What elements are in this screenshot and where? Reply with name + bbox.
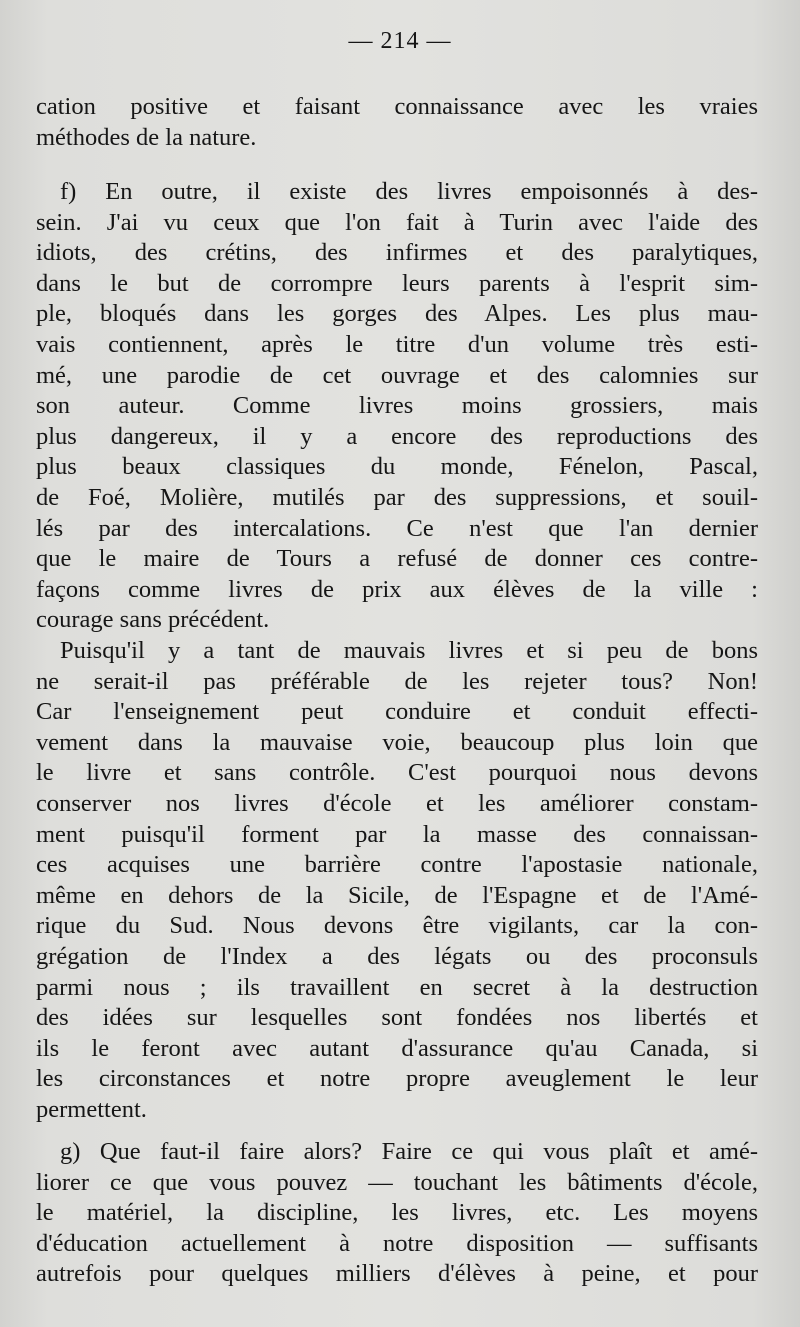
text-line: permettent. — [36, 1095, 147, 1123]
text-line: plus dangereux, il y a encore des reproductions des — [36, 422, 758, 450]
text-line: dans le but de corrompre leurs parents à l'esprit sim- — [36, 269, 758, 297]
text-line: vais contiennent, après le titre d'un volume très esti- — [36, 330, 758, 358]
text-line: parmi nous ; ils travaillent en secret à la destruction — [36, 973, 758, 1001]
text-line: cation positive et faisant connaissance avec les vraies — [36, 93, 758, 120]
text-line: les circonstances et notre propre aveuglement le leur — [36, 1065, 758, 1093]
text-line: d'éducation actuellement à notre disposition — suffisants — [36, 1229, 758, 1257]
text-line: de Foé, Molière, mutilés par des suppressions, et souil- — [36, 483, 758, 511]
text-line: Car l'enseignement peut conduire et conduit effecti- — [36, 698, 758, 726]
text-line: ne serait-il pas préférable de les rejeter tous? Non! — [36, 667, 758, 695]
text-line: plus beaux classiques du monde, Fénelon, Pascal, — [36, 453, 758, 481]
text-line: vement dans la mauvaise voie, beaucoup plus loin que — [36, 728, 758, 756]
text-line: sein. J'ai vu ceux que l'on fait à Turin avec l'aide des — [36, 208, 758, 236]
text-line: conserver nos livres d'école et les améliorer constam- — [36, 789, 758, 817]
text-line: Puisqu'il y a tant de mauvais livres et si peu de bons — [60, 637, 758, 664]
paragraph-2 — [36, 177, 758, 636]
text-line: façons comme livres de prix aux élèves de la ville : — [36, 575, 758, 603]
text-line: méthodes de la nature. — [36, 123, 257, 151]
text-line: mé, une parodie de cet ouvrage et des calomnies sur — [36, 361, 758, 389]
text-line: ces acquises une barrière contre l'apostasie nationale, — [36, 851, 758, 879]
text-line: ils le feront avec autant d'assurance qu'au Canada, si — [36, 1034, 758, 1062]
paragraph-3 — [36, 636, 758, 1126]
text-line: ple, bloqués dans les gorges des Alpes. Les plus mau- — [36, 300, 758, 328]
text-line: que le maire de Tours a refusé de donner ces contre- — [36, 545, 758, 573]
text-line: rique du Sud. Nous devons être vigilants, car la con- — [36, 912, 758, 940]
text-line: ment puisqu'il forment par la masse des connaissan- — [36, 820, 758, 848]
text-line: liorer ce que vous pouvez — touchant les bâtiments d'école, — [36, 1168, 758, 1196]
text-line: le livre et sans contrôle. C'est pourquoi nous devons — [36, 759, 758, 787]
paragraph-4 — [36, 1137, 758, 1290]
text-line: courage sans précédent. — [36, 606, 270, 634]
text-line: idiots, des crétins, des infirmes et des paralytiques, — [36, 239, 758, 267]
text-line: même en dehors de la Sicile, de l'Espagne et de l'Amé- — [36, 881, 758, 909]
text-line: f) En outre, il existe des livres empoisonnés à des- — [60, 178, 758, 205]
page-number-header: — 214 — — [348, 28, 452, 54]
paragraph-1 — [36, 92, 758, 153]
text-line: des idées sur lesquelles sont fondées nos libertés et — [36, 1004, 758, 1032]
text-line: le matériel, la discipline, les livres, etc. Les moyens — [36, 1199, 758, 1227]
text-line: lés par des intercalations. Ce n'est que l'an dernier — [36, 514, 758, 542]
text-line: son auteur. Comme livres moins grossiers, mais — [36, 392, 758, 420]
text-line: grégation de l'Index a des légats ou des proconsuls — [36, 942, 758, 970]
text-line: g) Que faut-il faire alors? Faire ce qui vous plaît et amé- — [60, 1138, 758, 1165]
text-line: autrefois pour quelques milliers d'élèves à peine, et pour — [36, 1260, 758, 1288]
